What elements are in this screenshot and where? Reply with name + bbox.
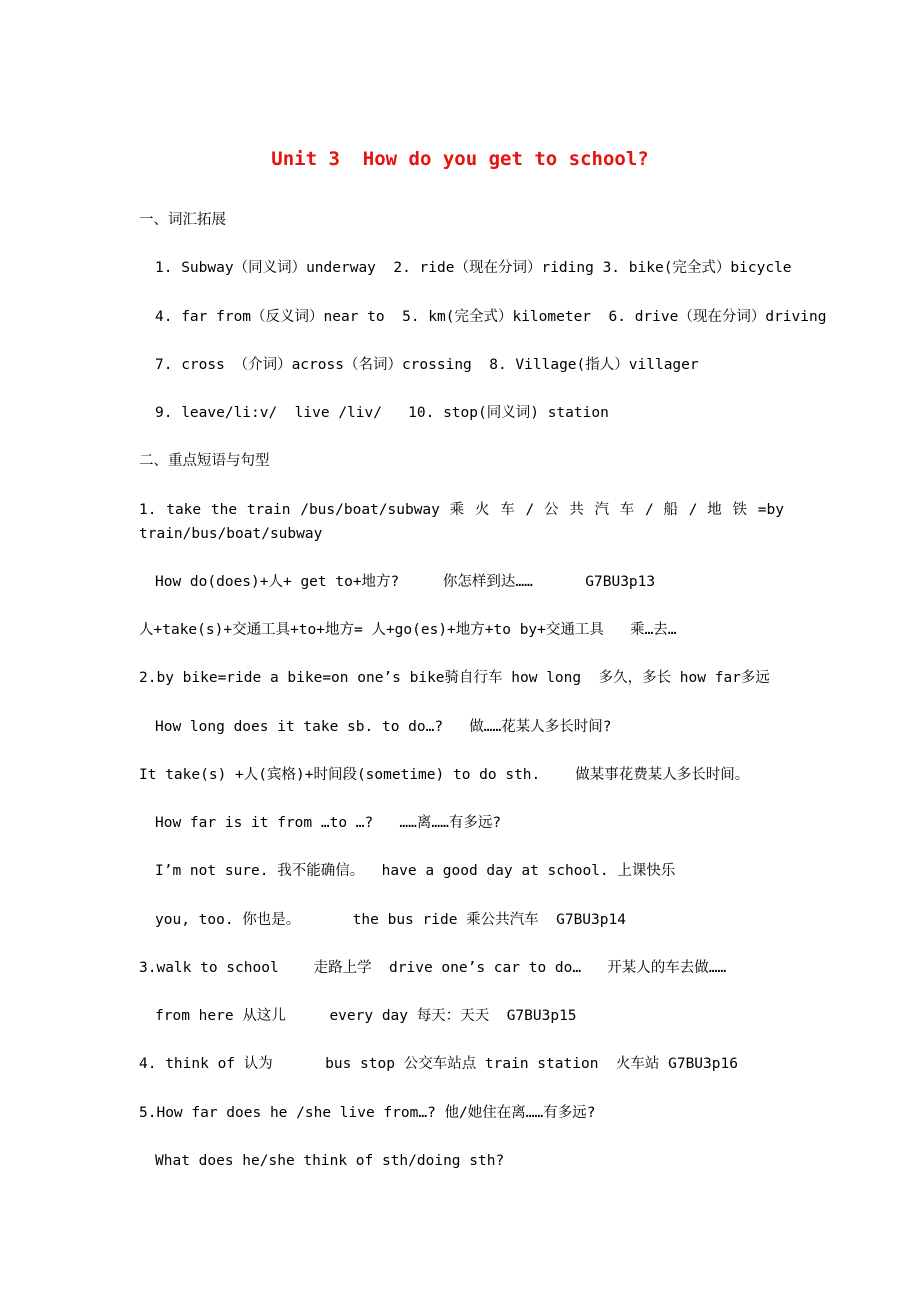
phrase-line: train/bus/boat/subway bbox=[139, 526, 323, 542]
vocab-line: 7. cross （介词）across（名词）crossing 8. Village(指人）villager bbox=[155, 357, 699, 373]
phrase-line: I’m not sure. 我不能确信。 have a good day at school. 上课快乐 bbox=[155, 863, 676, 879]
phrase-line: 4. think of 认为 bus stop 公交车站点 train station 火车站 G7BU3p16 bbox=[139, 1056, 738, 1072]
vocab-line: 9. leave/li:v/ live /liv/ 10. stop(同义词) station bbox=[155, 405, 609, 421]
page-title: Unit 3 How do you get to school? bbox=[271, 148, 649, 170]
vocab-line: 1. Subway（同义词）underway 2. ride（现在分词）riding 3. bike(完全式）bicycle bbox=[155, 260, 792, 276]
phrase-line: How do(does)+人+ get to+地方? 你怎样到达…… G7BU3p13 bbox=[155, 574, 656, 590]
phrase-line: What does he/she think of sth/doing sth? bbox=[155, 1153, 505, 1169]
phrase-line: 1. take the train /bus/boat/subway 乘 火 车 / 公 共 汽 车 / 船 / 地 铁 =by bbox=[139, 502, 784, 518]
phrase-line: 人+take(s)+交通工具+to+地方= 人+go(es)+地方+to by+交通工具 乘…去… bbox=[139, 622, 677, 638]
phrase-line: you, too. 你也是。 the bus ride 乘公共汽车 G7BU3p14 bbox=[155, 912, 626, 928]
phrase-line: How far is it from …to …? ……离……有多远? bbox=[155, 815, 502, 831]
phrase-line: from here 从这儿 every day 每天：天天 G7BU3p15 bbox=[155, 1008, 577, 1024]
phrase-line: 3.walk to school 走路上学 drive one’s car to do… 开某人的车去做…… bbox=[139, 960, 727, 976]
phrase-line: It take(s) +人(宾格)+时间段(sometime) to do sth. 做某事花费某人多长时间。 bbox=[139, 767, 750, 783]
phrase-line: 2.by bike=ride a bike=on one’s bike骑自行车 how long 多久，多长 how far多远 bbox=[139, 670, 770, 686]
phrase-line: How long does it take sb. to do…? 做……花某人多长时间? bbox=[155, 719, 612, 735]
phrase-line: 5.How far does he /she live from…? 他/她住在离……有多远? bbox=[139, 1105, 596, 1121]
vocab-line: 4. far from（反义词）near to 5. km(完全式）kilometer 6. drive（现在分词）driving bbox=[155, 309, 827, 325]
section-heading-phrases: 二、重点短语与句型 bbox=[139, 453, 270, 469]
section-heading-vocabulary: 一、词汇拓展 bbox=[139, 212, 226, 228]
